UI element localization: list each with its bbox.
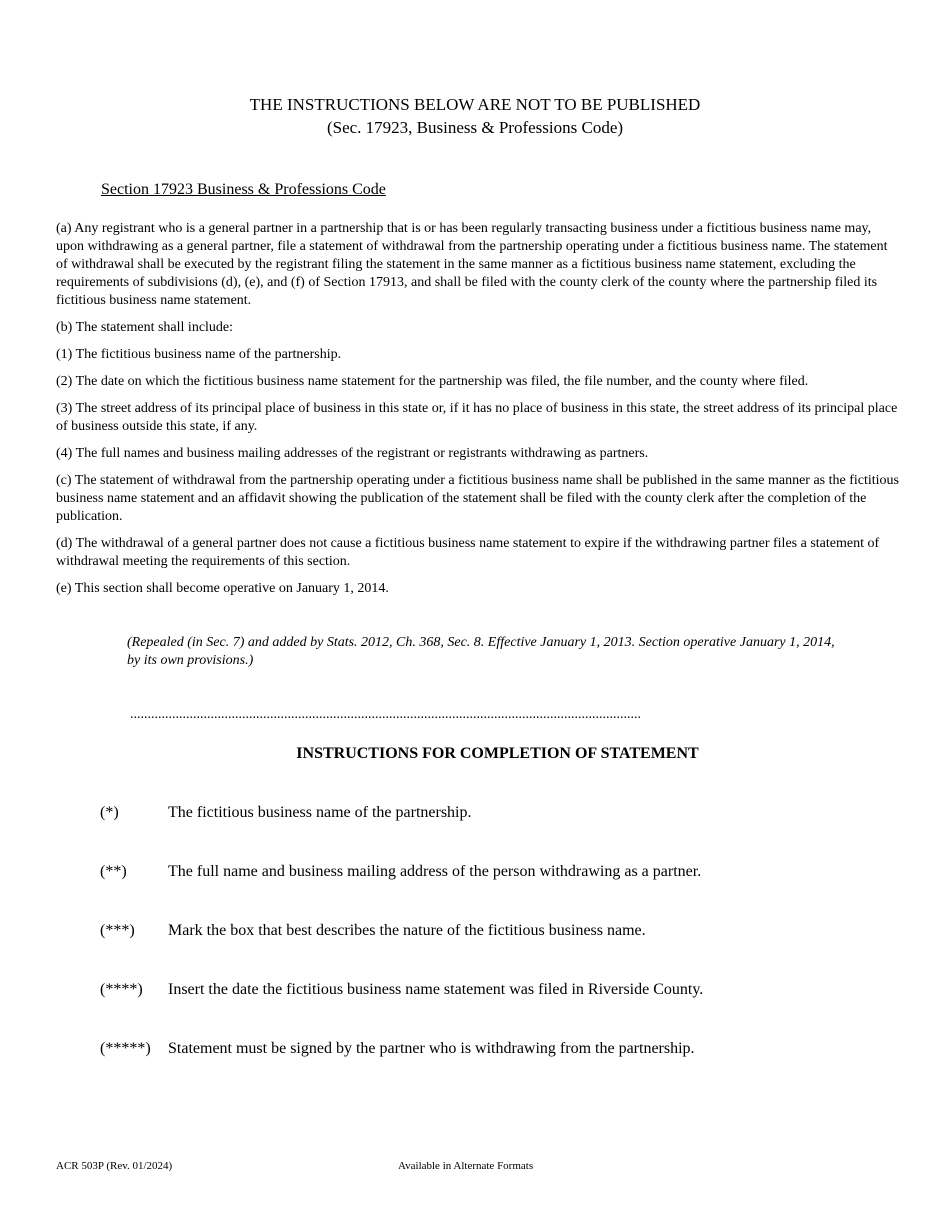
instruction-marker: (***) [100,922,135,939]
section-heading: Section 17923 Business & Professions Code [101,181,386,198]
paragraph-a: (a) Any registrant who is a general partner in a partnership that is or has been regularly transacting business under a fictitious business name may, upon withdrawing as a general partner, file a statement of withdrawal from the partnership operating under a fictitious business name. The statement of withdrawal shall be executed by the registrant filing the statement in the same manner as a fictitious business name statement, excluding the requirements of subdivisions (d), (e), and (f) of Section 17913, and shall be filed with the county clerk of the county where the partnership filed its fictitious business name statement. [56,221,888,308]
paragraph-d: (d) The withdrawal of a general partner does not cause a fictitious business name statement to expire if the withdrawing partner files a statement of withdrawal meeting the requirements of this section. [56,536,880,569]
paragraph-b1: (1) The fictitious business name of the partnership. [56,347,342,362]
paragraph-c: (c) The statement of withdrawal from the partnership operating under a fictitious business name shall be published in the same manner as the fictitious business name statement and an affidavit showing the publication of the statement shall be filed with the county clerk after the completion of the publication. [56,473,900,524]
instruction-item [100,803,900,823]
instruction-text: The fictitious business name of the partnership. [168,804,472,821]
instruction-marker: (*****) [100,1040,151,1057]
instructions-title: INSTRUCTIONS FOR COMPLETION OF STATEMENT [296,745,699,762]
instruction-marker: (**) [100,863,127,880]
instruction-text: Statement must be signed by the partner who is withdrawing from the partnership. [168,1040,695,1057]
instruction-item [100,1039,900,1059]
instruction-marker: (*) [100,804,119,821]
paragraph-b4: (4) The full names and business mailing addresses of the registrant or registrants withdrawing as partners. [56,446,649,461]
paragraph-b: (b) The statement shall include: [56,320,234,335]
instruction-item [100,862,900,882]
header-subtitle: (Sec. 17923, Business & Professions Code) [326,118,624,137]
history-note: (Repealed (in Sec. 7) and added by Stats. 2012, Ch. 368, Sec. 8. Effective January 1, 2013. Section operative January 1, 2014, by its own provisions.) [127,635,835,668]
instruction-marker: (****) [100,981,143,998]
alternate-formats-note: Available in Alternate Formats [398,1160,534,1172]
paragraph-b2: (2) The date on which the fictitious business name statement for the partnership was filed, the file number, and the county where filed. [56,374,809,389]
paragraph-e: (e) This section shall become operative on January 1, 2014. [56,581,389,596]
statute-text [56,220,901,607]
paragraph-b3: (3) The street address of its principal place of business in this state or, if it has no place of business in this state, the street address of its principal place of business outside this state, if any. [56,401,898,434]
instruction-item [100,980,900,1000]
form-id: ACR 503P (Rev. 01/2024) [56,1160,173,1172]
instruction-text: Mark the box that best describes the nature of the fictitious business name. [168,922,646,939]
instruction-item [100,921,900,941]
instruction-text: The full name and business mailing address of the person withdrawing as a partner. [168,863,702,880]
instruction-text: Insert the date the fictitious business name statement was filed in Riverside County. [168,981,704,998]
dotted-divider: .................................................................................................................................................. [130,707,641,722]
header-title: THE INSTRUCTIONS BELOW ARE NOT TO BE PUBLISHED [249,95,701,114]
